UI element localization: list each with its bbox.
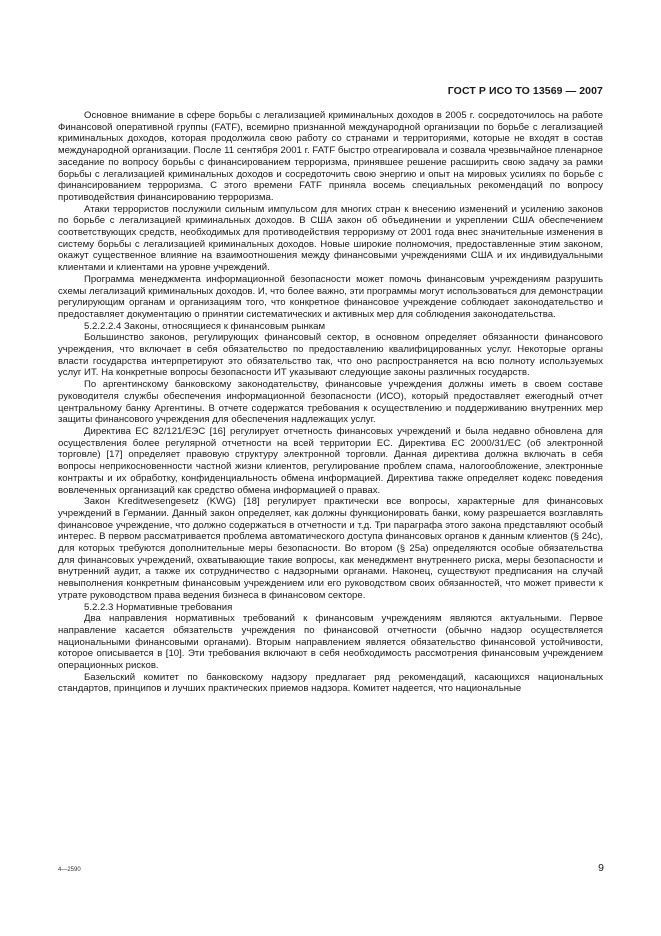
page-number: 9 xyxy=(598,862,604,874)
paragraph-isms-program: Программа менеджмента информационной безопасности может помочь финансовым учреждениям разрушить схемы легализаций криминальных доходов. И, что более важно, эти программы могут использоваться для демонстрации регулирующим органам и организациям того, что конкретное финансовое учреждение соблюдает законодательство и предоставляет документацию о принятии систематических и активных мер для соблюдения законодательства. xyxy=(58,273,603,320)
section-heading-financial-markets-laws: 5.2.2.2.4 Законы, относящиеся к финансовым рынкам xyxy=(84,320,326,332)
paragraph-kwg: Закон Kreditwesengesetz (KWG) [18] регулирует практически все вопросы, характерные для финансовых учреждений в Германии. Данный закон определяет, как должны функционировать банки, кому разрешается возглавлять финансовое учреждение, что должно содержаться в отчетности и т.д. Три параграфа этого закона представляют особый интерес. В первом рассматривается проблема автоматического доступа финансовых органов к данным клиентов (§ 24с), для которых требуются дополнительные меры безопасности. Во втором (§ 25а) определяются особые обязательства для финансовых учреждений, охватывающие такие вопросы, как менеджмент внутреннего риска, меры безопасности и внутренний аудит, а также их сотрудничество с надзорными органами. Наконец, существуют предписания на случай невыполнения конкретным финансовым учреждением или его руководством своих обязанностей, что может привести к утрате руководством права ведения бизнеса в финансовом секторе. xyxy=(58,496,603,601)
section-heading-regulatory-requirements: 5.2.2.3 Нормативные требования xyxy=(84,601,233,613)
paragraph-basel-committee: Базельский комитет по банковскому надзору предлагает ряд рекомендаций, касающихся национальных стандартов, принципов и лучших практических приемов надзора. Комитет надеется, что национальные xyxy=(58,671,603,695)
body-text xyxy=(58,110,603,695)
document-header: ГОСТ Р ИСО ТО 13569 — 2007 xyxy=(447,85,603,97)
paragraph-terror-attacks: Атаки террористов послужили сильным импульсом для многих стран к внесению изменений и усилению законов по борьбе с легализацией криминальных доходов. В США закон об объединении и укреплении США обеспечением соответствующих средств, необходимых для противодействия терроризму от 2001 года внес значительные изменения в систему борьбы с легализацией криминальных доходов. Новые широкие полномочия, предоставленные этим законом, окажут существенное влияние на взаимоотношения между финансовыми учреждениями США и их индивидуальными клиентами и клиентами на уровне учреждений. xyxy=(58,203,603,274)
paragraph-fatf: Основное внимание в сфере борьбы с легализацией криминальных доходов в 2005 г. сосредоточилось на работе Финансовой оперативной группы (FATF), всемирно признанной международной организации по борьбе с легализацией криминальных доходов, которая продолжила свою работу со странами и территориями, которые не входят в состав международной организации. После 11 сентября 2001 г. FATF быстро отреагировала и созвала чрезвычайное пленарное заседание по вопросу борьбы с финансированием терроризма, принявшее решение расширить свою задачу за рамки борьбы с легализацией криминальных доходов и сосредоточить свою энергию и опыт на мировых усилиях по борьбе с финансированием терроризма. С этого времени FATF приняла восемь специальных рекомендаций по вопросу противодействия финансированию терроризма. xyxy=(58,110,603,203)
sheet-mark: 4—2590 xyxy=(58,867,81,873)
paragraph-financial-sector-laws: Большинство законов, регулирующих финансовый сектор, в основном определяет обязанности финансового учреждения, что включает в себя обязательство по предоставлению квалифицированных услуг. Некоторые органы власти государства интерпретируют это обязательство так, что оно распространяется на всю полноту используемых услуг ИТ. На конкретные вопросы безопасности ИТ указывают следующие законы различных государств. xyxy=(58,332,603,379)
paragraph-argentina: По аргентинскому банковскому законодательству, финансовые учреждения должны иметь в своем составе руководителя службы обеспечения информационной безопасности (ИСО), который предоставляет ежегодный отчет центральному банку Аргентины. В отчете содержатся требования к осуществлению и поддерживанию внутренних мер защиты финансового учреждения для обеспечения надлежащих услуг. xyxy=(58,379,603,426)
paragraph-eu-directive: Директива ЕС 82/121/ЕЭС [16] регулирует отчетность финансовых учреждений и была недавно обновлена для осуществления более регулярной отчетности на всей территории ЕС. Директива ЕС 2000/31/ЕС (об электронной торговле) [17] определяет правовую структуру электронной торговли. Данная директива должна включать в себя вопросы неприкосновенности частной жизни клиентов, регулирование проблем спама, налогообложение, электронные контракты и их обработку, конфиденциальность обмена информацией. Директива также определяет кодекс поведения вовлеченных организаций как средство обмена информацией о правах. xyxy=(58,425,603,496)
paragraph-two-directions: Два направления нормативных требований к финансовым учреждениям являются актуальными. Первое направление касается обязательств учреждения по финансовой отчетности (обычно надзор осуществляется национальными финансовыми органами). Вторым направлением является обязательство финансовой устойчивости, которое описывается в [10]. Эти требования включают в себя необходимость рассмотрения финансовым учреждением операционных рисков. xyxy=(58,613,603,672)
